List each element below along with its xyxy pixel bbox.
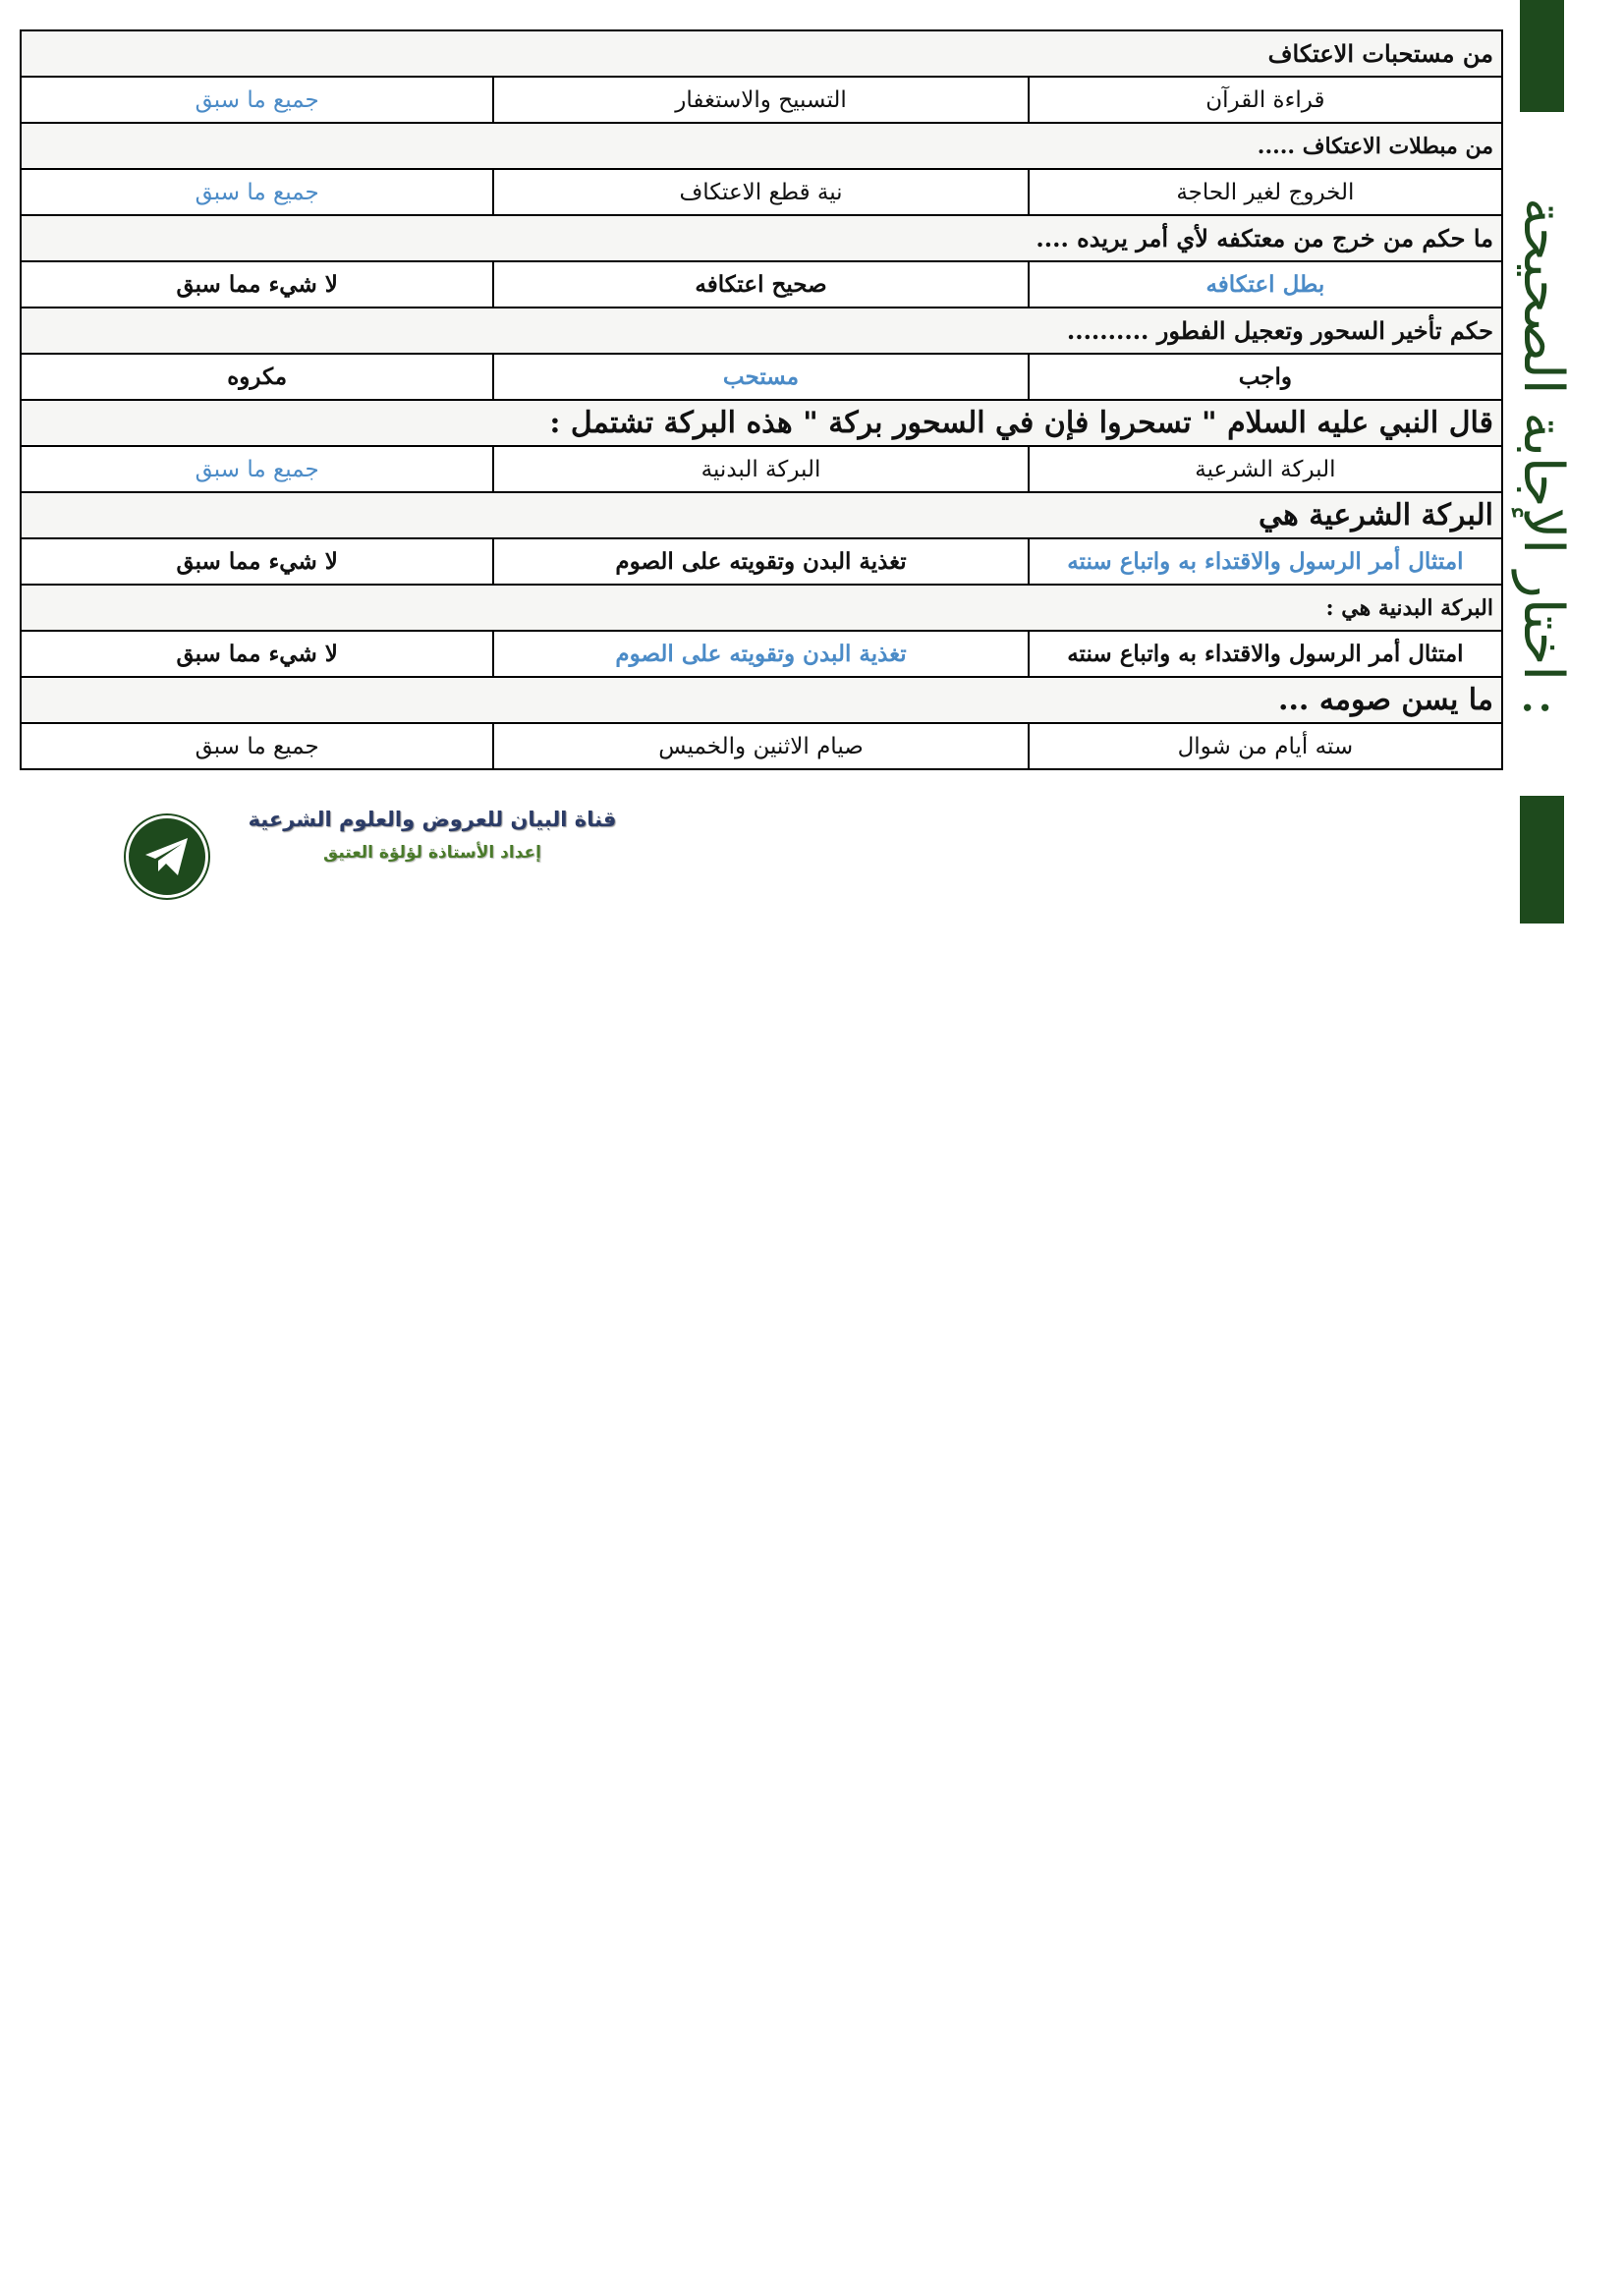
- answer-option-correct: مستحب: [493, 354, 1028, 400]
- answer-row: [21, 354, 1502, 400]
- paper-plane-icon: [142, 834, 192, 879]
- answer-option: قراءة القرآن: [1029, 77, 1502, 123]
- answer-option: الخروج لغير الحاجة: [1029, 169, 1502, 215]
- answer-option: جميع ما سبق: [21, 723, 493, 769]
- question-row: [21, 308, 1502, 354]
- question-text: حكم تأخير السحور وتعجيل الفطور ..........: [1066, 316, 1493, 345]
- telegram-icon[interactable]: [126, 815, 208, 898]
- answer-row: [21, 538, 1502, 585]
- answer-option: لا شيء مما سبق: [21, 631, 493, 677]
- answer-option: صيام الاثنين والخميس: [493, 723, 1028, 769]
- question-row: [21, 215, 1502, 261]
- answer-row: [21, 77, 1502, 123]
- answer-option: مكروه: [21, 354, 493, 400]
- answer-option: صحيح اعتكافه: [493, 261, 1028, 308]
- question-text: من مستحبات الاعتكاف: [1267, 39, 1493, 68]
- answer-option-correct: امتثال أمر الرسول والاقتداء به واتباع سنته: [1029, 538, 1502, 585]
- answer-option-correct: بطل اعتكافه: [1029, 261, 1502, 308]
- answer-option: لا شيء مما سبق: [21, 261, 493, 308]
- sidebar-bottom-bar: [1520, 796, 1564, 924]
- answer-option: التسبيح والاستغفار: [493, 77, 1028, 123]
- question-row: [21, 400, 1502, 446]
- channel-name: قناة البيان للعروض والعلوم الشرعية: [248, 808, 617, 831]
- question-text: ما حكم من خرج من معتكفه لأي أمر يريده ....: [1036, 224, 1493, 252]
- answer-option: تغذية البدن وتقويته على الصوم: [493, 538, 1028, 585]
- answer-row: [21, 169, 1502, 215]
- answer-row: [21, 723, 1502, 769]
- question-text: من مبطلات الاعتكاف .....: [1257, 133, 1493, 159]
- question-row: [21, 677, 1502, 723]
- answer-row: [21, 631, 1502, 677]
- answer-option-correct: جميع ما سبق: [21, 77, 493, 123]
- question-row: [21, 123, 1502, 169]
- sidebar-top-bar: [1520, 0, 1564, 112]
- answer-option-correct: تغذية البدن وتقويته على الصوم: [493, 631, 1028, 677]
- answer-option: البركة البدنية: [493, 446, 1028, 492]
- answer-row: [21, 261, 1502, 308]
- question-text: قال النبي عليه السلام " تسحروا فإن في السحور بركة " هذه البركة تشتمل :: [549, 406, 1493, 440]
- question-text: البركة الشرعية هي: [1259, 498, 1493, 532]
- preparer-credit: إعداد الأستاذة لؤلؤة العتيق: [323, 843, 541, 863]
- answer-row: [21, 446, 1502, 492]
- answer-option-correct: جميع ما سبق: [21, 169, 493, 215]
- question-row: [21, 30, 1502, 77]
- answer-option: واجب: [1029, 354, 1502, 400]
- answer-option: نية قطع الاعتكاف: [493, 169, 1028, 215]
- answer-option: البركة الشرعية: [1029, 446, 1502, 492]
- answer-option-correct: جميع ما سبق: [21, 446, 493, 492]
- answer-option: سته أيام من شوال: [1029, 723, 1502, 769]
- answer-option: امتثال أمر الرسول والاقتداء به واتباع سنته: [1029, 631, 1502, 677]
- question-text: ما يسن صومه ...: [1278, 683, 1493, 717]
- question-row: [21, 492, 1502, 538]
- question-row: [21, 585, 1502, 631]
- answer-option: لا شيء مما سبق: [21, 538, 493, 585]
- quiz-table: [20, 29, 1503, 770]
- sidebar-title-text: اختار الإجابة الصحيحة :: [1511, 196, 1575, 717]
- question-text: البركة البدنية هي :: [1325, 594, 1493, 621]
